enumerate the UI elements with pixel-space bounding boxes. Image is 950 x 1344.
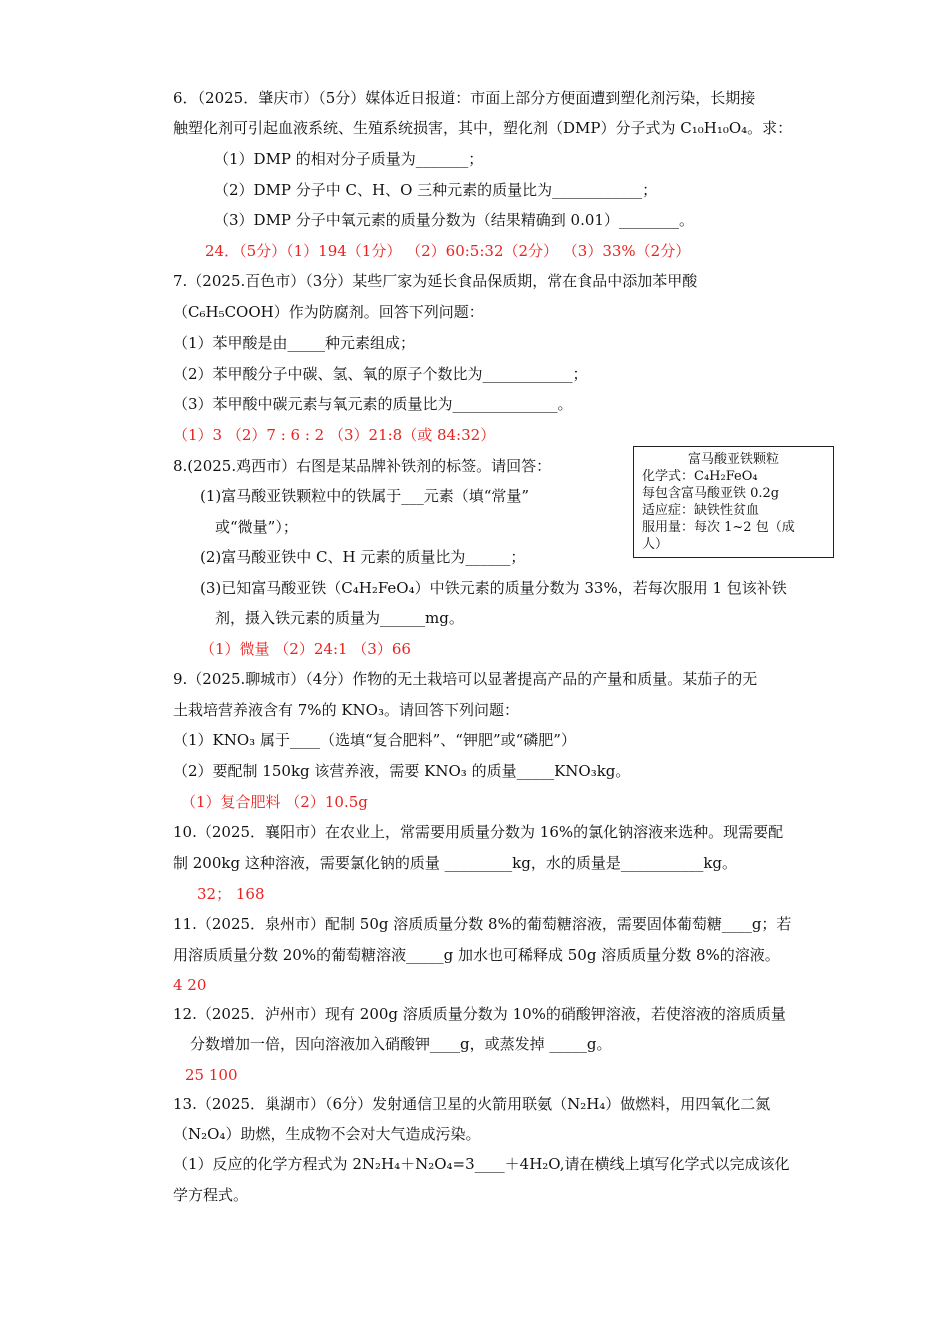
label-title: 富马酸亚铁颗粒 — [687, 452, 779, 467]
label-dosage: 服用量：每次 1~2 包（成 — [642, 520, 795, 535]
q8-line-5: (3)已知富马酸亚铁（C₄H₂FeO₄）中铁元素的质量分数为 33%，若每次服用 1 包该补铁 — [200, 579, 787, 597]
label-formula: 化学式：C₄H₂FeO₄ — [642, 469, 758, 484]
q13-line-4: 学方程式。 — [173, 1186, 249, 1204]
q10-line-1: 10.（2025．襄阳市）在农业上，常需要用质量分数为 16%的氯化钠溶液来选种。现需要配 — [173, 823, 784, 841]
q8-line-6: 剂，摄入铁元素的质量为______mg。 — [215, 609, 464, 627]
q9-line-2: 土栽培营养液含有 7%的 KNO₃。请回答下列问题： — [173, 701, 519, 719]
q9-line-1: 9.（2025.聊城市）（4分）作物的无土栽培可以显著提高产品的产量和质量。某茄子的无 — [173, 670, 758, 688]
q13-line-2: （N₂O₄）助燃，生成物不会对大气造成污染。 — [173, 1125, 481, 1143]
q8-answer: （1）微量 （2）24:1 （3）66 — [200, 640, 411, 658]
q9-line-3: （1）KNO₃ 属于____（选填“复合肥料”、“钾肥”或“磷肥”） — [173, 731, 576, 749]
q6-answer: 24．（5分）（1）194（1分） （2）60:5:32（2分） （3）33%（2分） — [205, 242, 691, 260]
q7-line-5: （3）苯甲酸中碳元素与氧元素的质量比为______________。 — [173, 395, 573, 413]
q8-line-2: (1)富马酸亚铁颗粒中的铁属于___元素（填“常量” — [200, 487, 530, 505]
q12-line-1: 12.（2025．泸州市）现有 200g 溶质质量分数为 10%的硝酸钾溶液，若使溶液的溶质质量 — [173, 1005, 786, 1023]
q12-answer: 25 100 — [185, 1066, 238, 1084]
q6-line-3: （1）DMP 的相对分子质量为_______； — [214, 150, 484, 168]
q7-line-1: 7.（2025.百色市）（3分）某些厂家为延长食品保质期，常在食品中添加苯甲酸 — [173, 272, 698, 290]
q6-line-5: （3）DMP 分子中氧元素的质量分数为（结果精确到 0.01）________。 — [214, 211, 694, 229]
q11-answer: 4 20 — [173, 976, 207, 994]
q11-line-2: 用溶质质量分数 20%的葡萄糖溶液_____g 加水也可稀释成 50g 溶质质量分数 8%的溶液。 — [173, 946, 780, 964]
q9-line-4: （2）要配制 150kg 该营养液，需要 KNO₃ 的质量_____KNO₃kg。 — [173, 762, 631, 780]
q7-answer: （1）3 （2）7 : 6 : 2 （3）21:8（或 84:32） — [173, 426, 496, 444]
q7-line-3: （1）苯甲酸是由_____种元素组成； — [173, 334, 416, 352]
q7-line-2: （C₆H₅COOH）作为防腐剂。回答下列问题： — [173, 303, 484, 321]
q9-answer: （1）复合肥料 （2）10.5g — [181, 793, 368, 811]
q8-line-4: (2)富马酸亚铁中 C、H 元素的质量比为______； — [200, 548, 526, 566]
supplement-label-box — [633, 446, 834, 558]
q11-line-1: 11.（2025．泉州市）配制 50g 溶质质量分数 8%的葡萄糖溶液，需要固体葡萄糖____g；若 — [173, 915, 792, 933]
q6-line-2: 触塑化剂可引起血液系统、生殖系统损害，其中，塑化剂（DMP）分子式为 C₁₀H₁₀O₄。求： — [173, 119, 793, 137]
q12-line-2: 分数增加一倍，因向溶液加入硝酸钾____g，或蒸发掉 _____g。 — [190, 1035, 612, 1053]
q8-line-3: 或“微量”）； — [215, 518, 298, 536]
q7-line-4: （2）苯甲酸分子中碳、氢、氧的原子个数比为____________； — [173, 365, 588, 383]
q8-line-1: 8.(2025.鸡西市）右图是某品牌补铁剂的标签。请回答： — [173, 457, 552, 475]
q10-line-2: 制 200kg 这种溶液，需要氯化钠的质量 _________kg，水的质量是___________kg。 — [173, 854, 738, 872]
q13-line-1: 13.（2025．巢湖市）（6分）发射通信卫星的火箭用联氨（N₂H₄）做燃料，用四氧化二氮 — [173, 1095, 771, 1113]
q13-line-3: （1）反应的化学方程式为 2N₂H₄＋N₂O₄=3____＋4H₂O,请在横线上填写化学式以完成该化 — [173, 1155, 790, 1173]
label-indication: 适应症：缺铁性贫血 — [642, 503, 760, 518]
label-dosage-cont: 人） — [642, 537, 669, 552]
q6-line-1: 6．（2025．肇庆市）（5分）媒体近日报道：市面上部分方便面遭到塑化剂污染，长期接 — [173, 89, 756, 107]
label-content: 每包含富马酸亚铁 0.2g — [642, 486, 780, 501]
q10-answer: 32； 168 — [197, 885, 265, 903]
q6-line-4: （2）DMP 分子中 C、H、O 三种元素的质量比为____________； — [214, 181, 658, 199]
